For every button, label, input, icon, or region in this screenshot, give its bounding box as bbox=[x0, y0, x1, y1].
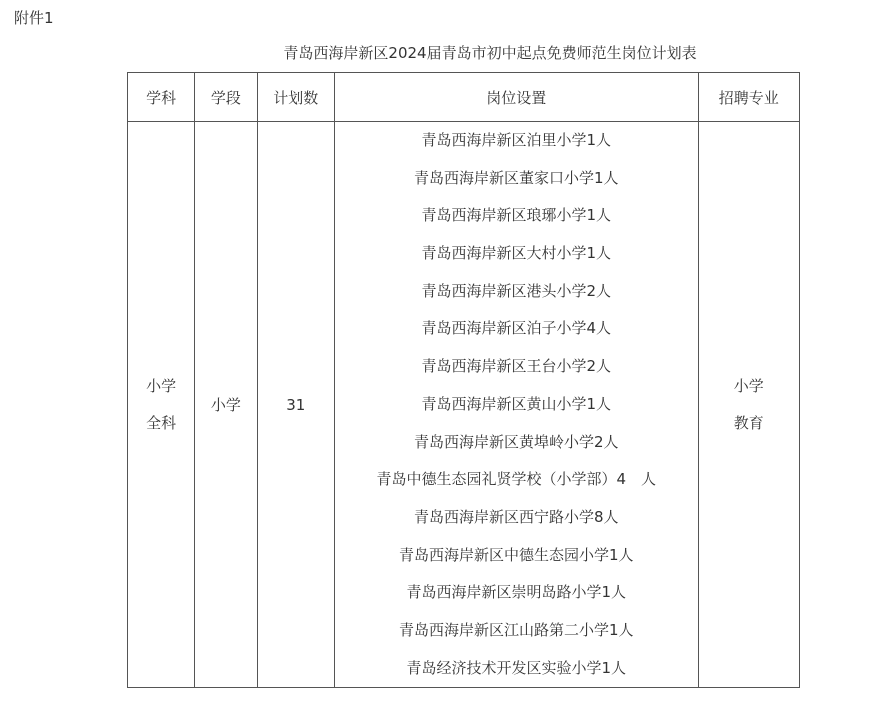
post-item: 青岛中德生态园礼贤学校（小学部）4 人 bbox=[376, 470, 656, 489]
plan-table bbox=[127, 72, 800, 688]
header-posts: 岗位设置 bbox=[334, 73, 698, 122]
subject-line: 小学 bbox=[146, 376, 177, 395]
post-item: 青岛经济技术开发区实验小学1人 bbox=[406, 658, 626, 677]
post-item: 青岛西海岸新区大村小学1人 bbox=[421, 244, 611, 263]
attachment-label: 附件1 bbox=[14, 9, 54, 27]
cell-posts bbox=[334, 122, 698, 688]
post-item: 青岛西海岸新区琅琊小学1人 bbox=[421, 206, 611, 225]
post-item: 青岛西海岸新区黄山小学1人 bbox=[421, 394, 611, 413]
subject-line: 全科 bbox=[146, 413, 177, 432]
post-item: 青岛西海岸新区王台小学2人 bbox=[421, 357, 611, 376]
post-item: 青岛西海岸新区泊子小学4人 bbox=[421, 319, 611, 338]
post-item: 青岛西海岸新区董家口小学1人 bbox=[413, 168, 619, 187]
header-plan-count: 计划数 bbox=[257, 73, 334, 122]
post-item: 青岛西海岸新区西宁路小学8人 bbox=[413, 507, 619, 526]
page-title: 青岛西海岸新区2024届青岛市初中起点免费师范生岗位计划表 bbox=[283, 44, 697, 62]
post-item: 青岛西海岸新区江山路第二小学1人 bbox=[398, 620, 634, 639]
header-subject: 学科 bbox=[128, 73, 195, 122]
post-item: 青岛西海岸新区中德生态园小学1人 bbox=[398, 545, 634, 564]
cell-stage: 小学 bbox=[195, 122, 257, 688]
cell-subject bbox=[128, 122, 195, 688]
header-stage: 学段 bbox=[195, 73, 257, 122]
cell-major bbox=[698, 122, 799, 688]
table-row bbox=[128, 122, 800, 688]
post-item: 青岛西海岸新区崇明岛路小学1人 bbox=[406, 583, 626, 602]
post-item: 青岛西海岸新区港头小学2人 bbox=[421, 281, 611, 300]
post-item: 青岛西海岸新区泊里小学1人 bbox=[421, 131, 611, 149]
table-header-row bbox=[128, 73, 800, 122]
post-item: 青岛西海岸新区黄埠岭小学2人 bbox=[413, 432, 619, 451]
major-line: 小学 bbox=[733, 376, 764, 395]
cell-plan-count: 31 bbox=[257, 122, 334, 688]
header-major: 招聘专业 bbox=[698, 73, 799, 122]
major-line: 教育 bbox=[733, 413, 764, 432]
